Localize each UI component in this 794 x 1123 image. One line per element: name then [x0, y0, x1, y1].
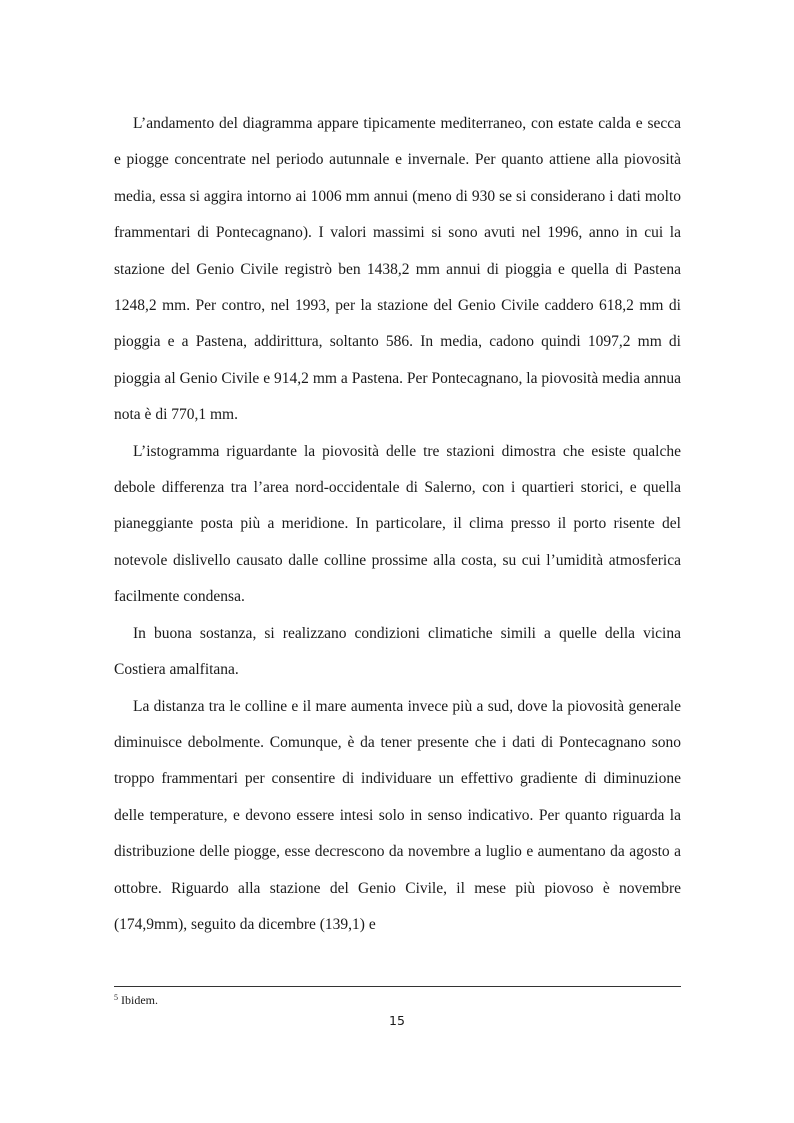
footnote [114, 993, 158, 1008]
footnote-text: Ibidem. [121, 993, 158, 1007]
body-text [114, 106, 681, 943]
footnote-divider [114, 986, 681, 987]
page-number: 15 [389, 1013, 405, 1028]
paragraph-4: La distanza tra le colline e il mare aumenta invece più a sud, dove la piovosità generale diminuisce debolmente. Comunque, è da tener presente che i dati di Pontecagnano sono troppo frammentari per consentire di individuare un effettivo gradiente di diminuzione delle temperature, e devono essere intesi solo in senso indicativo. Per quanto riguarda la distribuzione delle piogge, esse decrescono da novembre a luglio e aumentano da agosto a ottobre. Riguardo alla stazione del Genio Civile, il mese più piovoso è novembre (174,9mm), seguito da dicembre (139,1) e [114, 697, 681, 933]
paragraph-1: L’andamento del diagramma appare tipicamente mediterraneo, con estate calda e secca e piogge concentrate nel periodo autunnale e invernale. Per quanto attiene alla piovosità media, essa si aggira intorno ai 1006 mm annui (meno di 930 se si considerano i dati molto frammentari di Pontecagnano). I valori massimi si sono avuti nel 1996, anno in cui la stazione del Genio Civile registrò ben 1438,2 mm annui di pioggia e quella di Pastena 1248,2 mm. Per contro, nel 1993, per la stazione del Genio Civile caddero 618,2 mm di pioggia e a Pastena, addirittura, soltanto 586. In media, cadono quindi 1097,2 mm di pioggia al Genio Civile e 914,2 mm a Pastena. Per Pontecagnano, la piovosità media annua nota è di 770,1 mm. [114, 115, 681, 424]
footnote-marker: 5 [114, 993, 118, 1002]
paragraph-2: L’istogramma riguardante la piovosità delle tre stazioni dimostra che esiste qualche debole differenza tra l’area nord-occidentale di Salerno, con i quartieri storici, e quella pianeggiante posta più a meridione. In particolare, il clima presso il porto risente del notevole dislivello causato dalle colline prossime alla costa, su cui l’umidità atmosferica facilmente condensa. [114, 442, 681, 606]
paragraph-3: In buona sostanza, si realizzano condizioni climatiche simili a quelle della vicina Costiera amalfitana. [114, 624, 681, 679]
